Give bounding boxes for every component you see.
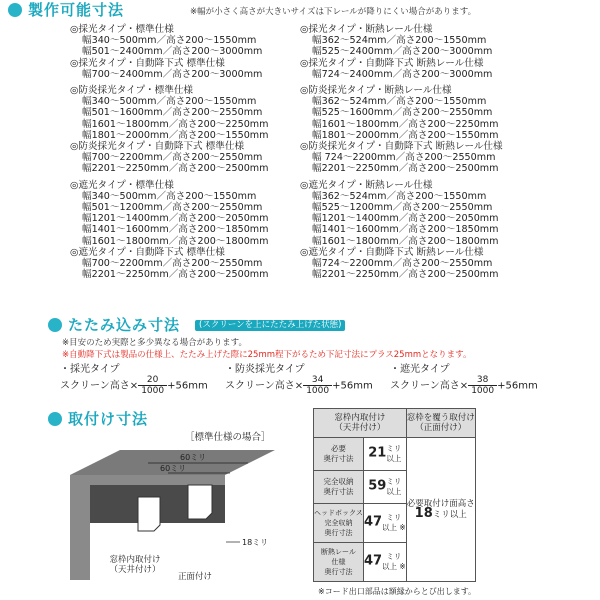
section-title-mount: 取付け寸法 [68,410,149,428]
size-group-heading: ◎遮光タイプ・自動降下式 標準仕様 [70,246,225,258]
mount-row-unit: ミリ 以上 [386,444,402,463]
size-range-line: 幅501～2400mm／高さ200～3000mm [82,46,263,58]
fold-formula-suffix: +56mm [497,380,538,392]
mount-row-value: 59 [368,478,387,494]
fold-formula-prefix: スクリーン高さ× [225,380,304,392]
size-range-line: 幅501～1600mm／高さ200～2550mm [82,107,263,119]
size-range-line: 幅700～2200mm／高さ200～2550mm [82,152,263,164]
diagram-caption: ［標準仕様の場合］ [185,432,271,443]
mount-table-right [406,438,475,582]
bracket-front [188,485,212,519]
mount-row-unit: ミリ 以上 [386,477,402,496]
size-range-line: 幅362～524mm／高さ200～1550mm [312,96,487,108]
diagram-label-front: 正面付け [178,572,213,582]
size-range-line: 幅1601～1800mm／高さ200～1800mm [82,235,269,247]
mounting-diagram [60,445,290,585]
size-group-heading: ◎防炎採光タイプ・自動降下式 断熱レール仕様 [300,141,503,153]
section-bullet-fold [48,318,62,332]
fold-tag: (スクリーンを上にたたみ上げた状態) [195,320,345,331]
size-range-line: 幅340～500mm／高さ200～1550mm [82,35,257,47]
size-range-line: 幅700～2400mm／高さ200～3000mm [82,68,263,80]
fold-formula-label: ・採光タイプ [60,364,120,375]
size-range-line: 幅2201～2250mm／高さ200～2500mm [312,269,499,281]
size-range-line: 幅1201～1400mm／高さ200～2050mm [82,213,269,225]
mount-table [313,408,476,582]
size-range-line: 幅 724～2200mm／高さ200～2550mm [312,152,496,164]
size-range-line: 幅525～1200mm／高さ200～2550mm [312,202,493,214]
fold-formula-denominator: 1000 [471,386,495,397]
diagram-label-inside: 窓枠内取付け （天井付け） [109,555,161,575]
fold-formula-numerator: 20 [138,375,167,386]
size-range-line: 幅1801～2000mm／高さ200～1550mm [82,129,269,141]
section-title-fold: たたみ込み寸法 [68,316,181,334]
size-group-heading: ◎採光タイプ・断熱レール仕様 [300,24,433,35]
size-range-line: 幅1401～1600mm／高さ200～1850mm [312,224,499,236]
section-bullet-size [8,3,22,17]
size-range-line: 幅1201～1400mm／高さ200～2050mm [312,213,499,225]
mount-row-value: 21 [368,445,387,461]
size-range-line: 幅501～1200mm／高さ200～2550mm [82,202,263,214]
fold-formula-numerator: 38 [468,375,497,386]
size-range-line: 幅340～500mm／高さ200～1550mm [82,190,257,202]
mount-table-col2-header: 窓枠を覆う取付け （正面付け） [406,409,475,438]
mount-row-value-cell [363,438,406,471]
fold-formula-suffix: +56mm [332,380,373,392]
fold-formula-1 [60,364,208,397]
mount-footnote: ※コード出口部品は額縁からとび出します。 [318,587,477,596]
dim-18: 18ミリ [242,538,269,547]
mount-table-col1-header: 窓枠内取付け （天井付け） [314,409,407,438]
size-range-line: 幅724～2400mm／高さ200～3000mm [312,68,493,80]
fold-formula-2 [225,364,375,396]
mount-row-value-cell [363,543,406,582]
size-range-line: 幅1601～1800mm／高さ200～1800mm [312,235,499,247]
size-group-heading: ◎採光タイプ・自動降下式 標準仕様 [70,57,225,69]
mount-row-value: 47 [363,553,383,569]
mount-row-unit: ミリ 以上 ※ [382,513,406,532]
dim-60-1: 60ミリ [180,453,207,462]
size-range-line: 幅700～2200mm／高さ200～2550mm [82,258,263,270]
dim-60-2: 60ミリ [160,464,187,473]
size-note: ※幅が小さく高さが大きいサイズは下レールが降りにくい場合があります。 [190,7,477,17]
size-range-line: 幅1401～1600mm／高さ200～1850mm [82,224,269,236]
size-group-heading: ◎防炎採光タイプ・断熱レール仕様 [300,85,452,97]
fold-formula-label: ・防炎採光タイプ [225,364,305,375]
size-group-heading: ◎採光タイプ・標準仕様 [70,24,174,35]
size-group-heading: ◎防炎採光タイプ・標準仕様 [70,85,194,97]
fold-note-2: ※自動降下式は製品の仕様上、たたみ上げた際に25mm程下がるため下記寸法にプラス25mmとなります。 [62,350,472,360]
mount-row-label: 断熱レール 仕様 奥行寸法 [314,543,364,582]
section-title-size: 製作可能寸法 [28,1,125,19]
mount-row-value-cell [363,504,406,543]
size-range-line: 幅525～1600mm／高さ200～2550mm [312,107,493,119]
fold-formula-prefix: スクリーン高さ× [60,380,139,392]
fold-formula-3 [390,364,550,396]
fold-note-1: ※目安のため実際と多少異なる場合があります。 [62,338,247,348]
mount-row-value-cell [363,471,406,504]
fold-formula-numerator: 34 [303,375,332,386]
size-left-column [70,24,269,280]
mount-right-text: 必要取付け面高さ [406,499,475,509]
size-range-line: 幅724～2200mm／高さ200～2550mm [312,258,493,270]
size-range-line: 幅2201～2250mm／高さ200～2500mm [82,269,269,281]
fold-formula-denominator: 1000 [306,386,330,397]
mount-row-label: 必要 奥行寸法 [314,438,364,471]
size-group-heading: ◎遮光タイプ・標準仕様 [70,179,174,191]
size-group-heading: ◎防炎採光タイプ・自動降下式 標準仕様 [70,141,245,153]
fold-formula-label: ・遮光タイプ [390,364,450,375]
size-range-line: 幅2201～2250mm／高さ200～2500mm [82,163,269,175]
mount-row-label: 完全収納 奥行寸法 [314,471,364,504]
mount-right-unit: ミリ以上 [432,510,467,520]
size-range-line: 幅362～524mm／高さ200～1550mm [312,190,487,202]
mount-row-label: ヘッドボックス 完全収納 奥行寸法 [314,504,364,543]
size-range-line: 幅525～2400mm／高さ200～3000mm [312,46,493,58]
mount-row-unit: ミリ 以上 ※ [382,552,406,571]
size-range-line: 幅340～500mm／高さ200～1550mm [82,96,257,108]
mount-right-value: 18 [414,506,433,521]
size-range-line: 幅1801～2000mm／高さ200～1550mm [312,129,499,141]
size-range-line: 幅2201～2250mm／高さ200～2500mm [312,163,499,175]
size-range-line: 幅1601～1800mm／高さ200～2250mm [82,118,269,130]
mount-row-value: 47 [363,514,383,530]
size-range-line: 幅362～524mm／高さ200～1550mm [312,35,487,47]
size-group-heading: ◎採光タイプ・自動降下式 断熱レール仕様 [300,57,484,69]
fold-formula-prefix: スクリーン高さ× [390,380,469,392]
section-bullet-mount [48,412,62,426]
size-group-heading: ◎遮光タイプ・自動降下式 断熱レール仕様 [300,246,484,258]
size-group-heading: ◎遮光タイプ・断熱レール仕様 [300,179,433,191]
size-right-column [300,24,503,280]
fold-formula-suffix: +56mm [167,380,208,392]
bracket-inside [138,497,160,531]
fold-formula-denominator: 1000 [141,386,165,397]
size-range-line: 幅1601～1800mm／高さ200～2250mm [312,118,499,130]
